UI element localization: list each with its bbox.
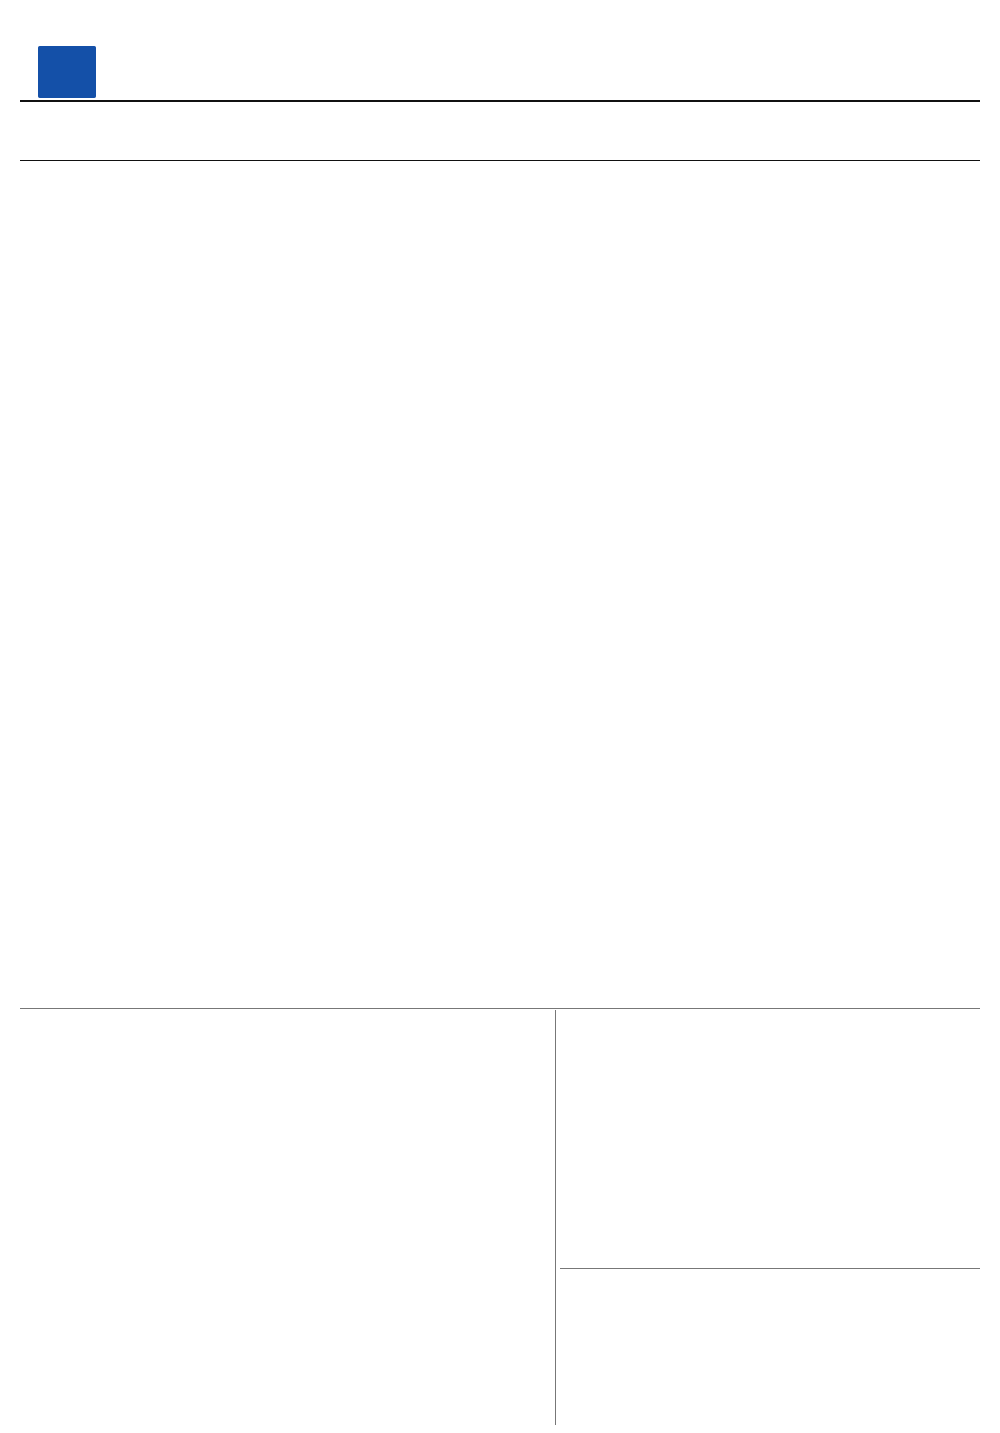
text-column: [429, 1085, 551, 1420]
section-divider: [20, 1008, 980, 1009]
article2-columns: [40, 1085, 550, 1420]
main-article-columns: [20, 175, 980, 1005]
masthead: [0, 0, 1000, 102]
text-column: [40, 1085, 162, 1420]
article4-columns: [560, 1305, 980, 1425]
article-divider: [560, 1268, 980, 1269]
text-column: [20, 175, 150, 1005]
column-divider: [555, 1010, 556, 1425]
text-column: [158, 175, 288, 1005]
headline-divider: [20, 160, 980, 161]
text-column: [435, 175, 565, 1005]
text-column: [299, 1085, 421, 1420]
article3-columns: [560, 1080, 980, 1265]
text-column: [297, 175, 427, 1005]
text-column: [711, 175, 841, 1005]
text-column: [573, 175, 703, 1005]
page-number-badge: [38, 46, 96, 98]
text-column: [560, 1080, 659, 1265]
masthead-divider: [20, 100, 980, 102]
text-column: [170, 1085, 292, 1420]
